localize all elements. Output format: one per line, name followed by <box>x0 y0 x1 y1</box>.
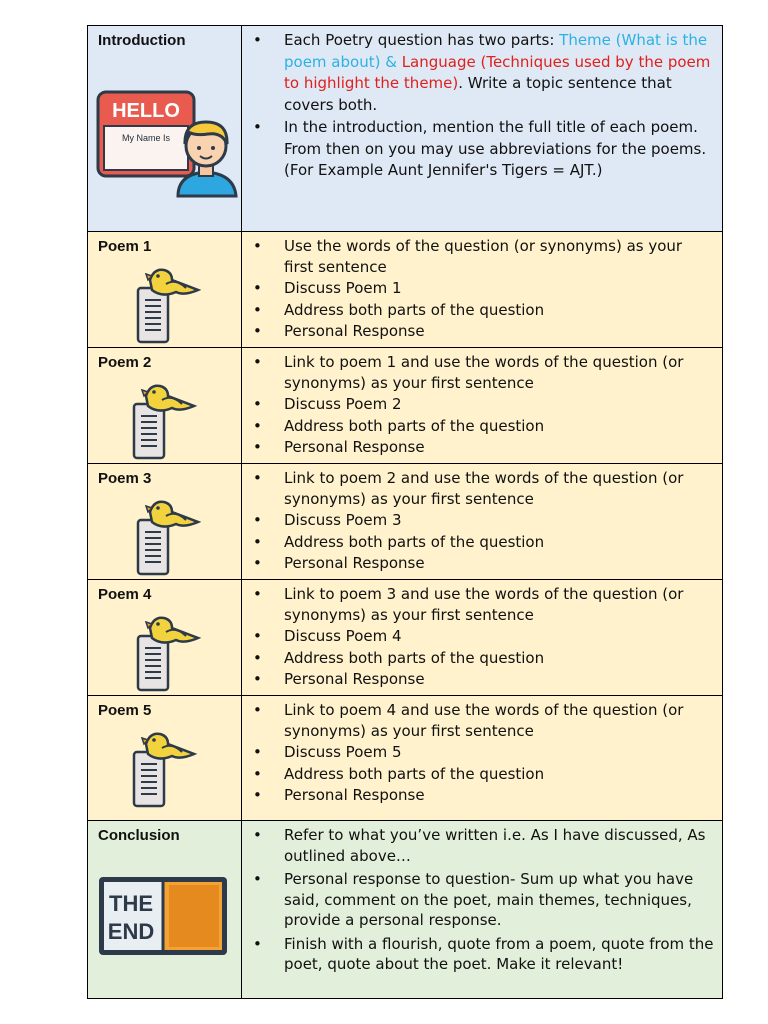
list-item: • Each Poetry question has two parts: Theme (What is the poem about) & Language (Techniques used by the poem to highlight the theme). Write a topic sentence that covers both. <box>284 30 714 116</box>
list-item: • Personal Response <box>284 785 714 806</box>
list-item: • Finish with a flourish, quote from a poem, quote from the poet, quote about the poet. Make it relevant! <box>284 934 714 975</box>
bird-on-paper-icon <box>128 378 200 462</box>
list-item: • Link to poem 2 and use the words of the question (or synonyms) as your first sentence <box>284 468 714 509</box>
poem-content-cell <box>242 580 722 696</box>
list-item: • Address both parts of the question <box>284 764 714 785</box>
list-item: • Personal Response <box>284 437 714 458</box>
poem-label-cell <box>88 580 242 696</box>
list-item: • Discuss Poem 1 <box>284 278 714 299</box>
bird-on-paper-icon <box>132 494 204 578</box>
row-label: Introduction <box>98 32 186 49</box>
row-label: Poem 2 <box>98 354 152 371</box>
poem-content-cell <box>242 696 722 821</box>
introduction-label-cell <box>88 26 242 232</box>
list-item: • Personal Response <box>284 553 714 574</box>
poem-content-cell <box>242 464 722 580</box>
list-item: • Personal Response <box>284 321 714 342</box>
row-label: Poem 4 <box>98 586 152 603</box>
list-item: • Link to poem 1 and use the words of the question (or synonyms) as your first sentence <box>284 352 714 393</box>
bird-on-paper-icon <box>132 610 204 694</box>
poem-label-cell <box>88 232 242 348</box>
conclusion-label-cell <box>88 821 242 998</box>
list-item: • Discuss Poem 4 <box>284 626 714 647</box>
poem-label-cell <box>88 464 242 580</box>
hello-text: HELLO <box>112 100 180 122</box>
the-text: THE <box>109 891 153 916</box>
list-item: • Discuss Poem 3 <box>284 510 714 531</box>
bird-on-paper-icon <box>128 726 200 810</box>
hello-name-tag-icon <box>96 88 238 198</box>
conclusion-content-cell <box>242 821 722 998</box>
list-item: • Address both parts of the question <box>284 648 714 669</box>
poem-content-cell <box>242 232 722 348</box>
poem-label-cell <box>88 696 242 821</box>
theme-highlight: Theme (What is the poem about) <box>284 31 708 71</box>
list-item: • Refer to what you’ve written i.e. As I have discussed, As outlined above… <box>284 825 714 866</box>
list-item: • Address both parts of the question <box>284 416 714 437</box>
row-label: Poem 3 <box>98 470 152 487</box>
list-item: • Address both parts of the question <box>284 300 714 321</box>
bird-on-paper-icon <box>132 262 204 346</box>
list-item: • Personal Response <box>284 669 714 690</box>
introduction-content-cell <box>242 26 722 232</box>
list-item: • Link to poem 4 and use the words of the question (or synonyms) as your first sentence <box>284 700 714 741</box>
list-item: • Personal response to question- Sum up what you have said, comment on the poet, main themes, techniques, provide a personal response. <box>284 869 714 931</box>
list-item: • Link to poem 3 and use the words of the question (or synonyms) as your first sentence <box>284 584 714 625</box>
row-label: Poem 1 <box>98 238 152 255</box>
list-item: • Use the words of the question (or synonyms) as your first sentence <box>284 236 714 277</box>
poetry-essay-plan-table <box>87 25 723 999</box>
end-text: END <box>107 919 155 944</box>
list-item: • Discuss Poem 5 <box>284 742 714 763</box>
row-label: Conclusion <box>98 827 180 844</box>
the-end-book-icon <box>95 873 231 959</box>
name-text: My Name Is <box>121 133 171 143</box>
list-item: • Discuss Poem 2 <box>284 394 714 415</box>
list-item: • In the introduction, mention the full title of each poem. From then on you may use abbreviations for the poems. (For Example Aunt Jennifer's Tigers = AJT.) <box>284 117 714 182</box>
list-item: • Address both parts of the question <box>284 532 714 553</box>
row-label: Poem 5 <box>98 702 152 719</box>
poem-content-cell <box>242 348 722 464</box>
language-highlight: Language (Techniques used by the poem to highlight the theme) <box>284 52 711 92</box>
bullet-list <box>242 26 722 182</box>
poem-label-cell <box>88 348 242 464</box>
